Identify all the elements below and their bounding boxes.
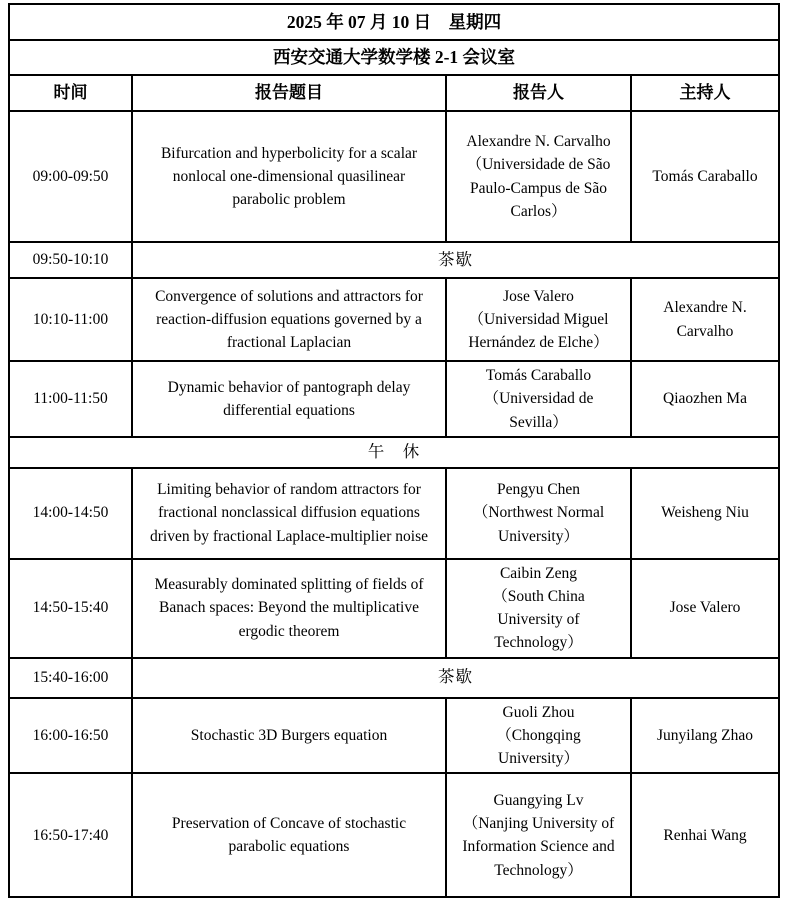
speaker-affiliation: （Nanjing University of Information Science and Technology） [462, 815, 615, 879]
speaker-name: Tomás Caraballo [485, 367, 592, 384]
talk-3-title: Dynamic behavior of pantograph delay differential equations [132, 361, 446, 437]
speaker-affiliation: （Universidade de São Paulo-Campus de São Carlos） [466, 156, 611, 220]
talk-2-title: Convergence of solutions and attractors for reaction-diffusion equations governed by a fractional Laplacian [132, 278, 446, 361]
tea-2-time: 15:40-16:00 [9, 658, 132, 698]
speaker-name: Guoli Zhou [502, 703, 575, 721]
talk-3-speaker [446, 361, 631, 437]
talk-3-time: 11:00-11:50 [9, 361, 132, 437]
talk-row-4 [9, 468, 779, 559]
talk-7-title: Preservation of Concave of stochastic parabolic equations [132, 773, 446, 897]
talk-5-time: 14:50-15:40 [9, 559, 132, 658]
col-header-chair: 主持人 [631, 75, 779, 111]
tea-1-label: 茶歇 [132, 242, 779, 278]
talk-row-5 [9, 559, 779, 658]
lunch-break-row [9, 437, 779, 468]
talk-3-chair: Qiaozhen Ma [631, 361, 779, 437]
speaker-name: Alexandre N. Carvalho [466, 133, 611, 150]
talk-4-chair: Weisheng Niu [631, 468, 779, 559]
talk-row-7 [9, 773, 779, 897]
talk-1-time: 09:00-09:50 [9, 111, 132, 242]
tea-1-time: 09:50-10:10 [9, 242, 132, 278]
venue-title: 西安交通大学数学楼 2-1 会议室 [9, 40, 779, 75]
talk-row-1 [9, 111, 779, 242]
speaker-affiliation: （Northwest Normal University） [472, 504, 605, 545]
date-title: 2025 年 07 月 10 日 星期四 [9, 4, 779, 40]
talk-6-speaker [446, 698, 631, 774]
talk-7-time: 16:50-17:40 [9, 773, 132, 897]
col-header-speaker: 报告人 [446, 75, 631, 111]
speaker-affiliation: （Universidad de Sevilla） [483, 390, 594, 431]
talk-1-chair: Tomás Caraballo [631, 111, 779, 242]
talk-row-2 [9, 278, 779, 361]
tea-break-row-1 [9, 242, 779, 278]
talk-7-speaker [446, 773, 631, 897]
col-header-title: 报告题目 [132, 75, 446, 111]
talk-5-title: Measurably dominated splitting of fields of Banach spaces: Beyond the multiplicative ergodic theorem [132, 559, 446, 658]
speaker-name: Caibin Zeng [499, 564, 578, 582]
speaker-affiliation: （South China University of Technology） [492, 587, 585, 652]
schedule-table [8, 3, 780, 898]
col-header-time: 时间 [9, 75, 132, 111]
speaker-name: Jose Valero [503, 287, 574, 305]
tea-2-label: 茶歇 [132, 658, 779, 698]
header-row [9, 75, 779, 111]
talk-2-speaker [446, 278, 631, 361]
venue-row [9, 40, 779, 75]
talk-2-chair: Alexandre N. Carvalho [631, 278, 779, 361]
talk-6-time: 16:00-16:50 [9, 698, 132, 774]
talk-4-time: 14:00-14:50 [9, 468, 132, 559]
talk-1-speaker [446, 111, 631, 242]
speaker-name: Guangying Lv [493, 791, 584, 809]
tea-break-row-2 [9, 658, 779, 698]
talk-5-speaker [446, 559, 631, 658]
talk-6-title: Stochastic 3D Burgers equation [132, 698, 446, 774]
speaker-name: Pengyu Chen [496, 481, 581, 499]
speaker-affiliation: （Universidad Miguel Hernández de Elche） [468, 310, 609, 352]
talk-5-chair: Jose Valero [631, 559, 779, 658]
talk-7-chair: Renhai Wang [631, 773, 779, 897]
talk-6-chair: Junyilang Zhao [631, 698, 779, 774]
talk-1-title: Bifurcation and hyperbolicity for a scalar nonlocal one-dimensional quasilinear parabolic problem [132, 111, 446, 242]
talk-4-speaker [446, 468, 631, 559]
talk-row-6 [9, 698, 779, 774]
talk-2-time: 10:10-11:00 [9, 278, 132, 361]
speaker-affiliation: （Chongqing University） [496, 726, 581, 767]
date-row [9, 4, 779, 40]
talk-4-title: Limiting behavior of random attractors for fractional nonclassical diffusion equations driven by fractional Laplace-multiplier noise [132, 468, 446, 559]
lunch-label: 午 休 [9, 437, 779, 468]
talk-row-3 [9, 361, 779, 437]
